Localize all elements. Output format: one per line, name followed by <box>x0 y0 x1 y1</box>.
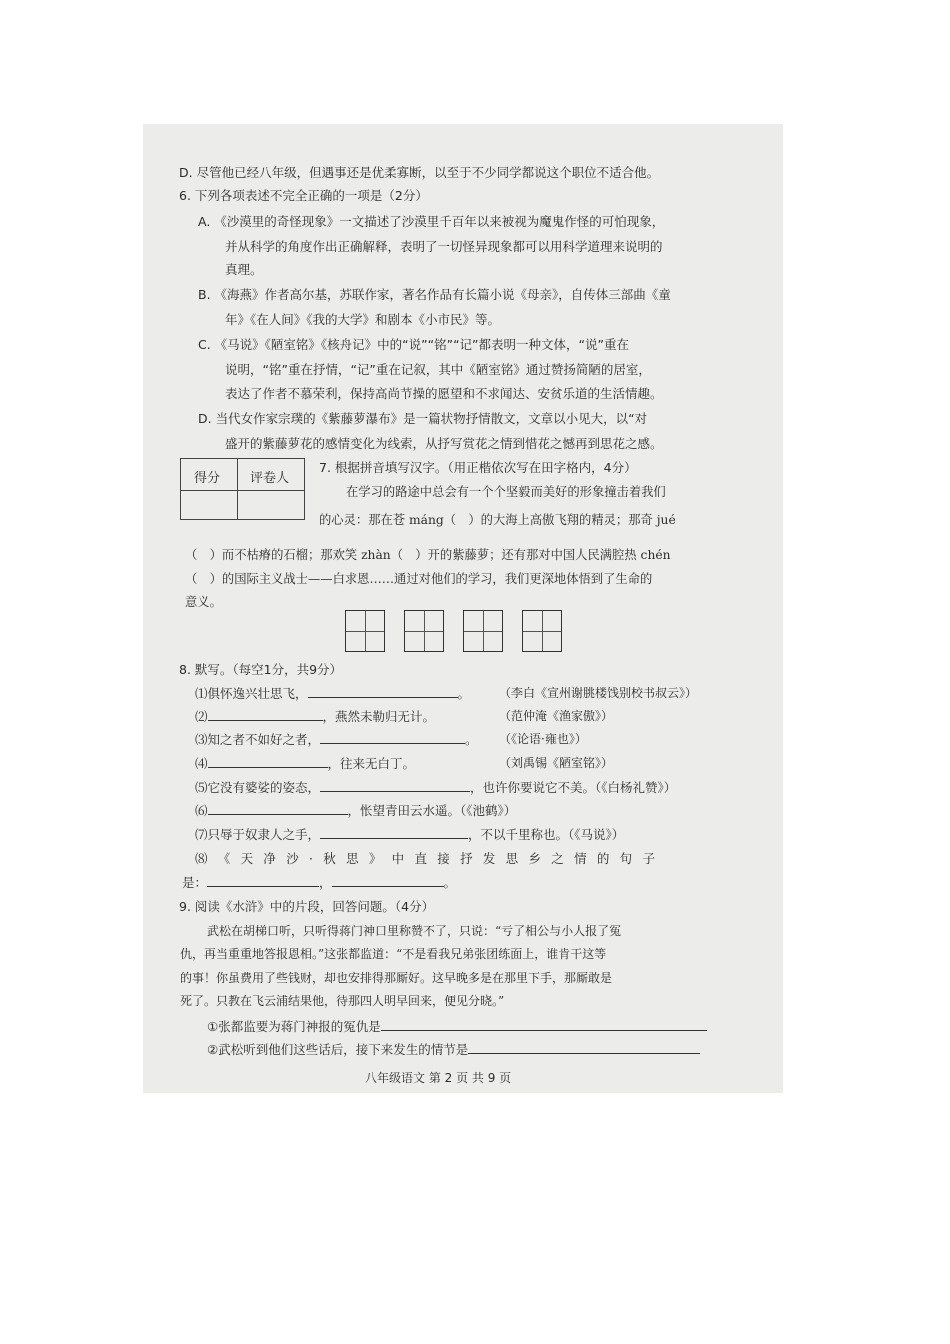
q8-item-5-text: ⑸它没有婆娑的姿态， <box>195 780 321 795</box>
q8-item-8-blank-2[interactable] <box>332 874 444 887</box>
q6-option-a-line3: 真理。 <box>225 262 263 277</box>
grader-header: 评卷人 <box>250 471 290 486</box>
q9-answer-1-blank[interactable] <box>381 1018 707 1031</box>
q9-passage-line3: 的事！你虽费用了些钱财，却也安排得那厮好。这早晚多是在那里下手，那厮敢是 <box>180 971 613 985</box>
q9-subquestion-1-text: ①张都监要为蒋门神报的冤仇是 <box>207 1019 381 1034</box>
q9-subquestion-2-text: ②武松听到他们这些话后，接下来发生的情节是 <box>207 1042 469 1057</box>
q8-item-8-line2: 是： ， 。 <box>182 875 457 890</box>
q9-answer-2-blank[interactable] <box>468 1041 700 1054</box>
q8-item-2-blank[interactable] <box>208 708 323 721</box>
q8-item-6-source: （《池鹤》） <box>460 803 517 818</box>
q8-item-6 <box>195 802 516 819</box>
q8-item-7-source: （《马说》） <box>568 827 625 842</box>
q8-item-8-blank-1[interactable] <box>207 874 319 887</box>
q8-item-1-blank[interactable] <box>308 685 458 698</box>
q8-item-1-post: 。 <box>457 686 471 701</box>
tian-grid-4[interactable] <box>522 610 562 652</box>
q8-item-3-text: ⑶知之者不如好之者， <box>195 732 321 747</box>
q8-item-7-blank[interactable] <box>320 826 468 839</box>
q8-item-5-source: （《白杨礼赞》） <box>595 780 677 795</box>
q8-item-4-source: （刘禹锡《陋室铭》） <box>499 756 614 770</box>
score-header: 得分 <box>194 471 221 486</box>
q8-item-4-post: ，往来无白丁。 <box>327 756 416 771</box>
q7-text-line1: 在学习的路途中总会有一个个坚毅而美好的形象撞击着我们 <box>346 485 666 499</box>
q9-stem: 9. 阅读《水浒》中的片段，回答问题。（4分） <box>179 899 435 914</box>
q8-item-2-post: ，燕然未勒归无计。 <box>322 709 436 724</box>
q7-text-line4: （ ）的国际主义战士——白求恩……通过对他们的学习，我们更深地体悟到了生命的 <box>185 572 653 586</box>
q6-option-c-line1: C. 《马说》《陋室铭》《核舟记》中的“说”“铭”“记”都表明一种文体，“说”重在 <box>198 337 629 352</box>
q9-passage-line2: 仇，再当重重地答报恩相。”这张都监道：“不是看我兄弟张团练面上，谁肯干这等 <box>180 947 607 961</box>
exam-page <box>143 124 783 1093</box>
q8-item-6-post: ，怅望青田云水遥。 <box>347 803 461 818</box>
q8-item-4 <box>195 755 415 772</box>
q8-item-6-text: ⑹ <box>195 803 208 818</box>
q6-option-d-line2: 盛开的紫藤萝花的感情变化为线索，从抒写赏花之情到惜花之憾再到思花之感。 <box>225 436 663 451</box>
q8-item-6-blank[interactable] <box>208 802 348 815</box>
q8-item-5-post: ，也许你要说它不美。 <box>470 780 596 795</box>
q8-item-3-blank[interactable] <box>320 731 465 744</box>
q8-item-1-text: ⑴俱怀逸兴壮思飞， <box>195 686 308 701</box>
score-table <box>180 458 305 520</box>
q8-item-7 <box>195 826 624 843</box>
q8-item-1 <box>195 685 470 702</box>
q9-subquestion-2 <box>207 1041 700 1058</box>
q6-option-d-line1: D. 当代女作家宗璞的《紫藤萝瀑布》是一篇状物抒情散文，文章以小见大，以“对 <box>198 411 648 426</box>
tian-grid-3[interactable] <box>463 610 503 652</box>
q8-item-1-source: （李白《宣州谢朓楼饯别校书叔云》） <box>499 686 698 700</box>
q8-item-8-line1: ⑻《天净沙·秋思》中直接抒发思乡之情的句子 <box>195 851 666 866</box>
q8-item-7-text: ⑺只辱于奴隶人之手， <box>195 827 321 842</box>
q6-option-c-line2: 说明，“铭”重在抒情，“记”重在记叙，其中《陋室铭》通过赞扬简陋的居室， <box>225 362 651 377</box>
q8-item-2-text: ⑵ <box>195 709 208 724</box>
q9-subquestion-1 <box>207 1018 707 1035</box>
q7-stem: 7. 根据拼音填写汉字。（用正楷依次写在田字格内，4分） <box>319 460 637 475</box>
q7-text-line3: （ ）而不枯瘠的石榴；那欢笑 zhàn（ ）开的紫藤萝；还有那对中国人民满腔热 chén <box>185 548 671 562</box>
q6-option-c-line3: 表达了作者不慕荣利，保持高尚节操的愿望和不求闻达、安贫乐道的生活情趣。 <box>225 386 663 401</box>
q7-text-line2: 的心灵：那在苍 máng（ ）的大海上高傲飞翔的精灵；那奇 jué <box>319 513 676 527</box>
q8-item-4-blank[interactable] <box>208 755 328 768</box>
q5-option-d: D. 尽管他已经八年级，但遇事还是优柔寡断，以至于不少同学都说这个职位不适合他。 <box>179 165 660 180</box>
q9-passage-line4: 死了。只教在飞云浦结果他，待那四人明早回来，便见分晓。” <box>180 994 505 1008</box>
q8-item-3-post: 。 <box>465 732 478 747</box>
q8-item-4-text: ⑷ <box>195 756 208 771</box>
q6-option-a-line1: A. 《沙漠里的奇怪现象》一文描述了沙漠里千百年以来被视为魔鬼作怪的可怕现象， <box>198 214 665 229</box>
q7-text-line5: 意义。 <box>185 595 222 609</box>
page-footer: 八年级语文 第 2 页 共 9 页 <box>365 1071 512 1085</box>
q8-item-8-label: 是： <box>182 875 208 890</box>
q6-option-a-line2: 并从科学的角度作出正确解释，表明了一切怪异现象都可以用科学道理来说明的 <box>225 239 663 254</box>
q8-item-7-post: ，不以千里称也。 <box>468 827 569 842</box>
q6-option-b-line2: 年》《在人间》《我的大学》和剧本《小市民》等。 <box>225 312 501 327</box>
q9-passage-line1: 武松在胡梯口听，只听得蒋门神口里称赞不了，只说：“亏了相公与小人报了冤 <box>207 924 622 938</box>
q8-stem: 8. 默写。（每空1分，共9分） <box>179 662 343 677</box>
q8-item-5 <box>195 779 676 796</box>
q6-stem: 6. 下列各项表述不完全正确的一项是（2分） <box>179 188 428 203</box>
tian-grid-1[interactable] <box>345 610 385 652</box>
q8-item-2-source: （范仲淹《渔家傲》） <box>499 709 614 723</box>
tian-grid-2[interactable] <box>404 610 444 652</box>
q8-item-3-source: （《论语·雍也》） <box>499 732 587 746</box>
q8-item-5-blank[interactable] <box>320 779 470 792</box>
q8-item-3 <box>195 731 478 748</box>
q8-item-2 <box>195 708 435 725</box>
q6-option-b-line1: B. 《海燕》作者高尔基，苏联作家，著名作品有长篇小说《母亲》，自传体三部曲《童 <box>198 287 671 302</box>
